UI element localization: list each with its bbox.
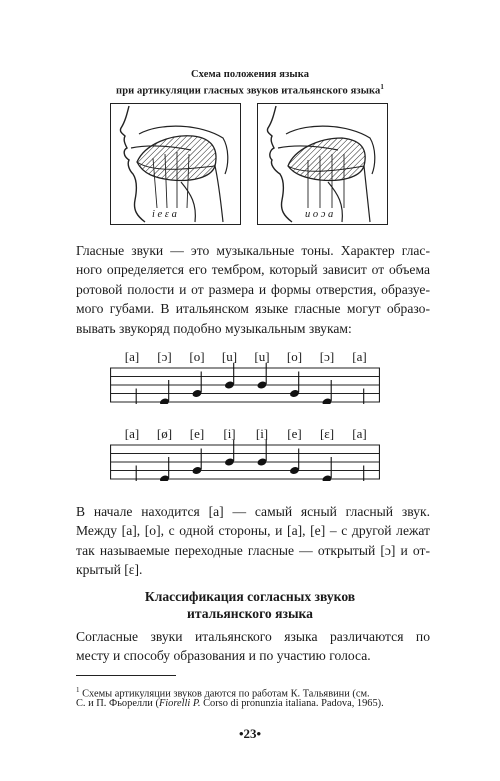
- vowel-labels-back: u o ɔ a: [305, 209, 334, 220]
- phonetic-label: [ɔ]: [157, 349, 172, 364]
- footnote-mark: 1: [76, 686, 80, 694]
- text-line: мого губами. В итальянском языке гласные могут образо-: [76, 301, 430, 317]
- music-staff-1: [110, 349, 380, 404]
- phonetic-label: [a]: [124, 426, 140, 441]
- text-line: ротовой полости и от размера и формы отверстия, образуе-: [76, 281, 430, 297]
- phonetic-label: [e]: [189, 426, 205, 441]
- text-line: ного определяется его тембром, который зависит от объема: [76, 262, 430, 278]
- text-line: месту и способу образования и по участию голоса.: [76, 648, 371, 664]
- phonetic-label: [ø]: [156, 426, 173, 441]
- footnote-divider: [76, 675, 176, 676]
- phonetic-label: [ɔ]: [319, 349, 335, 364]
- paragraph-vowels-intro: [76, 241, 430, 338]
- text-line: В начале находится [а] — самый ясный гласный звук.: [76, 504, 430, 519]
- articulation-diagram-front-vowels: [110, 103, 241, 225]
- text-line: вывать звукоряд подобно музыкальным звукам:: [76, 320, 352, 336]
- text-line: Согласные звуки итальянского языка различаются по: [76, 629, 430, 644]
- head-profile-illustration: [111, 104, 240, 224]
- phonetic-label: [i]: [255, 426, 269, 441]
- text-line: крытый [ɛ].: [76, 562, 143, 578]
- head-profile-illustration: [258, 104, 387, 224]
- phonetic-label: [o]: [189, 349, 205, 364]
- section-heading-line1: Классификация согласных звуков: [144, 589, 356, 604]
- phonetic-label: [o]: [286, 349, 303, 364]
- vowel-labels-front: i e ɛ a: [152, 209, 177, 220]
- phonetic-label: [a]: [352, 349, 367, 364]
- phonetic-label: [a]: [352, 426, 367, 441]
- figure-caption-line2: [0, 83, 500, 97]
- phonetic-label: [i]: [223, 426, 236, 441]
- footnote-line2: [76, 697, 431, 711]
- figure-caption-line1: Схема положения языка: [190, 69, 310, 80]
- text-line: так называемые переходные гласные — открытый [ɔ] и от-: [76, 542, 430, 558]
- page-number: •23•: [238, 726, 262, 741]
- section-heading-line2: итальянского языка: [187, 606, 313, 621]
- phonetic-label: [e]: [287, 426, 302, 441]
- footnote-author: Fiorelli P.: [158, 698, 201, 709]
- phonetic-label: [a]: [124, 349, 140, 364]
- paragraph-consonants: [76, 627, 430, 666]
- phonetic-label: [ɛ]: [319, 426, 335, 441]
- figure-caption-text: при артикуляции гласных звуков итальянского языка: [116, 85, 381, 97]
- articulation-diagram-back-vowels: [257, 103, 388, 225]
- phonetic-label: [u]: [221, 349, 238, 364]
- footnote-reference: 1: [380, 83, 384, 91]
- paragraph-vowel-sequence: [76, 502, 430, 580]
- text-line: Между [а], [о], с одной стороны, и [а], [е] – с другой лежат: [76, 523, 430, 539]
- footnote-text: Схемы артикуляции звуков даются по работам К. Тальявини (см.: [79, 688, 370, 700]
- text-line: Гласные звуки — это музыкальные тоны. Характер глас-: [76, 243, 430, 258]
- phonetic-label: [u]: [254, 349, 270, 364]
- footnote-text: С. и П. Фьорелли (: [76, 698, 159, 709]
- footnote-text: Corso di pronunzia italiana. Padova, 1965).: [200, 698, 384, 709]
- music-staff-2: [110, 426, 380, 481]
